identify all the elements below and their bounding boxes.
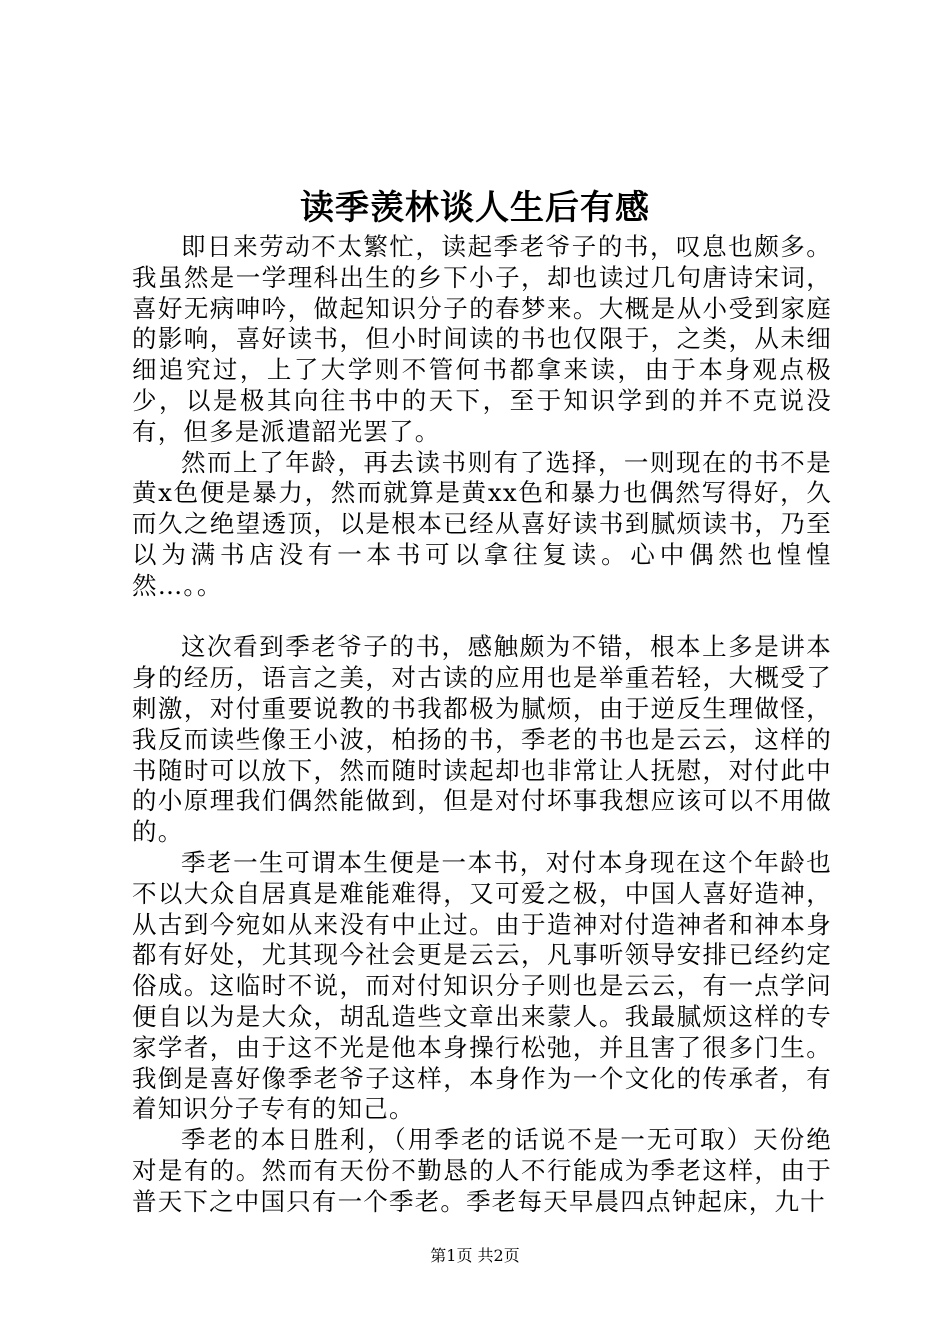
page-footer: 第1页 共2页 — [430, 1246, 520, 1265]
paragraph-4: 季老一生可谓本生便是一本书，对付本身现在这个年龄也不以大众自居真是难能难得，又可爱之极，中国人喜好造神，从古到今宛如从来没有中止过。由于造神对付造神者和神本身都有好处，尤其现今社会更是云云，凡事听领导安排已经约定俗成。这临时不说，而对付知识分子则也是云云，有一点学问便自以为是大众，胡乱造些文章出来蒙人。我最腻烦这样的专家学者，由于这不光是他本身操行松弛，并且害了很多门生。我倒是喜好像季老爷子这样，本身作为一个文化的传承者，有着知识分子专有的知己。 — [132, 847, 832, 1124]
document-body — [132, 232, 832, 1218]
document-title: 读季羡林谈人生后有感 — [300, 188, 650, 228]
paragraph-1: 即日来劳动不太繁忙，读起季老爷子的书，叹息也颇多。我虽然是一学理科出生的乡下小子，却也读过几句唐诗宋词，喜好无病呻吟，做起知识分子的春梦来。大概是从小受到家庭的影响，喜好读书，但小时间读的书也仅限于，之类，从未细细追究过，上了大学则不管何书都拿来读，由于本身观点极少，以是极其向往书中的天下，至于知识学到的并不克说没有，但多是派遣韶光罢了。 — [132, 232, 832, 446]
paragraph-5: 季老的本日胜利，（用季老的话说不是一无可取）天份绝对是有的。然而有天份不勤恳的人不行能成为季老这样，由于普天下之中国只有一个季老。季老每天早晨四点钟起床，九十 — [132, 1125, 832, 1216]
paragraph-2: 然而上了年龄，再去读书则有了选择，一则现在的书不是黄x色便是暴力，然而就算是黄xx色和暴力也偶然写得好，久而久之绝望透顶，以是根本已经从喜好读书到腻烦读书，乃至以为满书店没有一本书可以拿往复读。心中偶然也惶惶然…。。 — [132, 447, 832, 600]
paragraph-3: 这次看到季老爷子的书，感触颇为不错，根本上多是讲本身的经历，语言之美，对古读的应用也是举重若轻，大概受了刺激，对付重要说教的书我都极为腻烦，由于逆反生理做怪，我反而读些像王小波，柏扬的书，季老的书也是云云，这样的书随时可以放下，然而随时读起却也非常让人抚慰，对付此中的小原理我们偶然能做到，但是对付坏事我想应该可以不用做的。 — [132, 632, 832, 847]
